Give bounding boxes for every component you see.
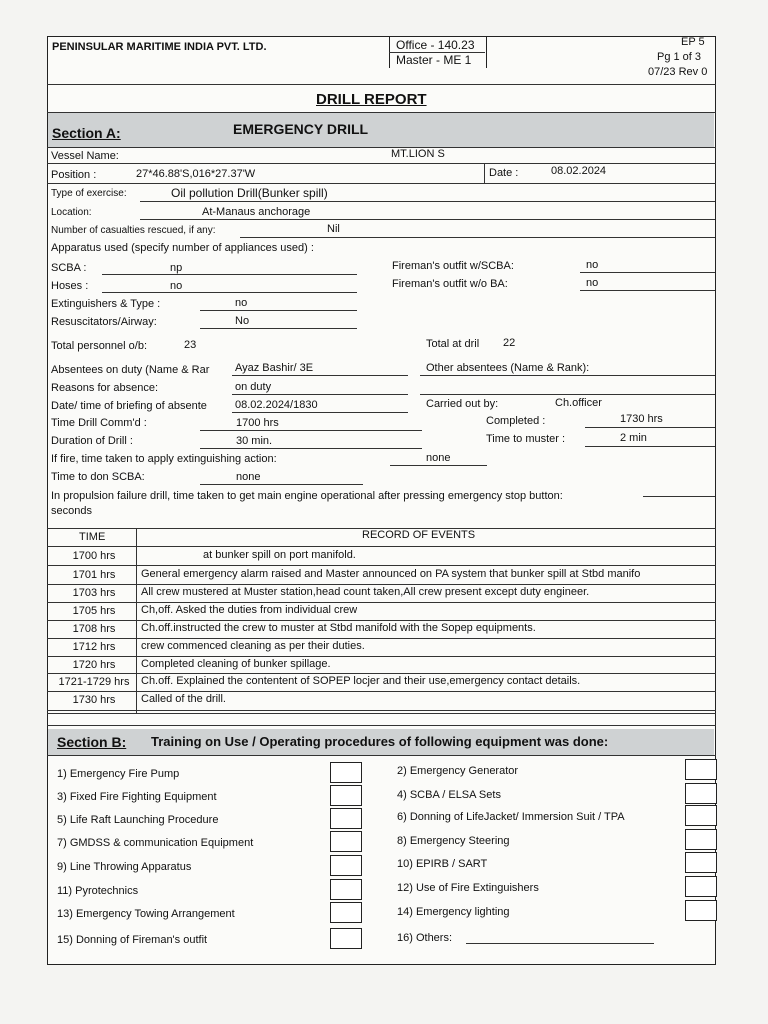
training-checkbox[interactable] bbox=[685, 852, 717, 873]
training-checkbox[interactable] bbox=[685, 783, 717, 804]
event-description: Ch.off. Explained the contentent of SOPEP locjer and their use,emergency contact details. bbox=[141, 675, 581, 687]
record-header: RECORD OF EVENTS bbox=[362, 529, 476, 541]
training-item-label: 3) Fixed Fire Fighting Equipment bbox=[57, 791, 217, 803]
training-item-label: 14) Emergency lighting bbox=[397, 906, 510, 918]
event-time: 1701 hrs bbox=[72, 569, 116, 581]
row-divider bbox=[47, 565, 716, 566]
training-checkbox[interactable] bbox=[685, 805, 717, 826]
personnel-value: 23 bbox=[184, 339, 197, 351]
training-item-label: 15) Donning of Fireman's outfit bbox=[57, 934, 208, 946]
event-description: General emergency alarm raised and Master announced on PA system that bunker spill at Stbd manifo bbox=[141, 568, 641, 580]
event-description: Ch.off.instructed the crew to muster at Stbd manifold with the Sopep equipments. bbox=[141, 622, 536, 634]
event-time: 1703 hrs bbox=[72, 587, 116, 599]
fireman-noba-label: Fireman's outfit w/o BA: bbox=[392, 278, 508, 290]
training-checkbox[interactable] bbox=[330, 928, 362, 949]
vessel-label: Vessel Name: bbox=[51, 150, 119, 162]
training-checkbox[interactable] bbox=[685, 900, 717, 921]
office-code: Office - 140.23 bbox=[396, 38, 475, 52]
training-checkbox[interactable] bbox=[685, 759, 717, 780]
reasons-value: on duty bbox=[235, 381, 272, 393]
hoses-label: Hoses : bbox=[51, 280, 89, 292]
training-item-label: 13) Emergency Towing Arrangement bbox=[57, 908, 235, 920]
event-time: 1705 hrs bbox=[72, 605, 116, 617]
scba-label: SCBA : bbox=[51, 262, 87, 274]
training-checkbox[interactable] bbox=[330, 902, 362, 923]
event-description: Called of the drill. bbox=[141, 693, 226, 705]
vessel-value: MT.LION S bbox=[391, 148, 445, 160]
training-checkbox[interactable] bbox=[330, 855, 362, 876]
fire-label: If fire, time taken to apply extinguishing action: bbox=[51, 453, 277, 465]
resuscitators-value: No bbox=[235, 315, 250, 327]
form-number: EP 5 bbox=[681, 36, 705, 48]
training-item-label: 7) GMDSS & communication Equipment bbox=[57, 837, 254, 849]
other-absentees-label: Other absentees (Name & Rank): bbox=[426, 362, 590, 374]
location-label: Location: bbox=[51, 207, 92, 218]
training-checkbox[interactable] bbox=[685, 876, 717, 897]
training-checkbox[interactable] bbox=[685, 829, 717, 850]
training-checkbox[interactable] bbox=[330, 808, 362, 829]
event-time: 1730 hrs bbox=[72, 694, 116, 706]
row-divider bbox=[47, 656, 716, 657]
training-item-label: 9) Line Throwing Apparatus bbox=[57, 861, 192, 873]
fireman-scba-label: Fireman's outfit w/SCBA: bbox=[392, 260, 514, 272]
muster-value: 2 min bbox=[620, 432, 647, 444]
resuscitators-label: Resuscitators/Airway: bbox=[51, 316, 157, 328]
company-name: PENINSULAR MARITIME INDIA PVT. LTD. bbox=[52, 41, 267, 53]
training-item-label: 12) Use of Fire Extinguishers bbox=[397, 882, 539, 894]
row-divider bbox=[47, 691, 716, 692]
page-number: Pg 1 of 3 bbox=[657, 51, 702, 63]
completed-label: Completed : bbox=[486, 415, 546, 427]
row-divider bbox=[47, 620, 716, 621]
casualties-label: Number of casualties rescued, if any: bbox=[51, 225, 216, 236]
row-divider bbox=[47, 673, 716, 674]
training-item-label: 8) Emergency Steering bbox=[397, 835, 510, 847]
exercise-value: Oil pollution Drill(Bunker spill) bbox=[171, 186, 328, 200]
training-item-label: 4) SCBA / ELSA Sets bbox=[397, 789, 501, 801]
training-checkbox[interactable] bbox=[330, 762, 362, 783]
event-description: at bunker spill on port manifold. bbox=[203, 549, 356, 561]
absentees-value: Ayaz Bashir/ 3E bbox=[235, 362, 314, 374]
section-b-label: Section B: bbox=[57, 734, 127, 750]
training-checkbox[interactable] bbox=[330, 785, 362, 806]
training-item-label: 11) Pyrotechnics bbox=[57, 885, 139, 897]
extinguishers-label: Extinguishers & Type : bbox=[51, 298, 161, 310]
event-time: 1700 hrs bbox=[72, 550, 116, 562]
training-item-label: 16) Others: bbox=[397, 932, 453, 944]
revision: 07/23 Rev 0 bbox=[648, 66, 708, 78]
master-code: Master - ME 1 bbox=[396, 53, 472, 67]
muster-label: Time to muster : bbox=[486, 433, 566, 445]
duration-value: 30 min. bbox=[236, 435, 273, 447]
personnel-label: Total personnel o/b: bbox=[51, 340, 148, 352]
event-time: 1720 hrs bbox=[72, 659, 116, 671]
completed-value: 1730 hrs bbox=[620, 413, 663, 425]
extinguishers-value: no bbox=[235, 297, 248, 309]
briefing-value: 08.02.2024/1830 bbox=[235, 399, 318, 411]
event-description: All crew mustered at Muster station,head count taken,All crew present except duty engineer. bbox=[141, 586, 590, 598]
scba-value: np bbox=[170, 262, 183, 274]
don-scba-value: none bbox=[236, 471, 261, 483]
page-title: DRILL REPORT bbox=[316, 91, 427, 108]
section-b-heading: Training on Use / Operating procedures of following equipment was done: bbox=[151, 734, 609, 749]
row-divider bbox=[47, 602, 716, 603]
absentees-label: Absentees on duty (Name & Rar bbox=[51, 364, 210, 376]
training-item-label: 10) EPIRB / SART bbox=[397, 858, 488, 870]
hoses-value: no bbox=[170, 280, 183, 292]
seconds-label: seconds bbox=[51, 505, 92, 517]
section-a-heading: EMERGENCY DRILL bbox=[233, 121, 369, 137]
training-item-label: 1) Emergency Fire Pump bbox=[57, 768, 180, 780]
fire-value: none bbox=[426, 452, 451, 464]
casualties-value: Nil bbox=[327, 223, 340, 235]
position-value: 27*46.88'S,016*27.37'W bbox=[136, 168, 256, 180]
position-label: Position : bbox=[51, 169, 97, 181]
commenced-value: 1700 hrs bbox=[236, 417, 279, 429]
date-label: Date : bbox=[489, 167, 519, 179]
event-description: crew commenced cleaning as per their duties. bbox=[141, 640, 365, 652]
event-time: 1721-1729 hrs bbox=[58, 676, 130, 688]
event-description: Completed cleaning of bunker spillage. bbox=[141, 658, 331, 670]
event-time: 1708 hrs bbox=[72, 623, 116, 635]
others-line[interactable] bbox=[466, 943, 654, 944]
section-a-bar bbox=[48, 113, 714, 147]
carried-value: Ch.officer bbox=[555, 397, 602, 409]
commenced-label: Time Drill Comm'd : bbox=[51, 417, 147, 429]
time-header: TIME bbox=[79, 531, 106, 543]
apparatus-label: Apparatus used (specify number of appliances used) : bbox=[51, 242, 314, 254]
training-checkbox[interactable] bbox=[330, 831, 362, 852]
date-value: 08.02.2024 bbox=[551, 165, 607, 177]
carried-label: Carried out by: bbox=[426, 398, 499, 410]
at-drill-value: 22 bbox=[503, 337, 516, 349]
training-item-label: 2) Emergency Generator bbox=[397, 765, 519, 777]
row-divider bbox=[47, 584, 716, 585]
event-description: Ch,off. Asked the duties from individual crew bbox=[141, 604, 358, 616]
training-item-label: 6) Donning of LifeJacket/ Immersion Suit / TPA bbox=[397, 811, 625, 823]
duration-label: Duration of Drill : bbox=[51, 435, 133, 447]
fireman-noba-value: no bbox=[586, 277, 599, 289]
row-divider bbox=[47, 638, 716, 639]
row-divider bbox=[47, 710, 716, 711]
don-scba-label: Time to don SCBA: bbox=[51, 471, 145, 483]
reasons-label: Reasons for absence: bbox=[51, 382, 159, 394]
at-drill-label: Total at dril bbox=[426, 338, 480, 350]
location-value: At-Manaus anchorage bbox=[202, 206, 311, 218]
training-checkbox[interactable] bbox=[330, 879, 362, 900]
training-item-label: 5) Life Raft Launching Procedure bbox=[57, 814, 219, 826]
propulsion-label: In propulsion failure drill, time taken to get main engine operational after pressing emergency stop button: bbox=[51, 490, 563, 502]
event-time: 1712 hrs bbox=[72, 641, 116, 653]
fireman-scba-value: no bbox=[586, 259, 599, 271]
section-a-label: Section A: bbox=[52, 125, 121, 141]
exercise-label: Type of exercise: bbox=[51, 188, 127, 199]
briefing-label: Date/ time of briefing of absente bbox=[51, 400, 207, 412]
